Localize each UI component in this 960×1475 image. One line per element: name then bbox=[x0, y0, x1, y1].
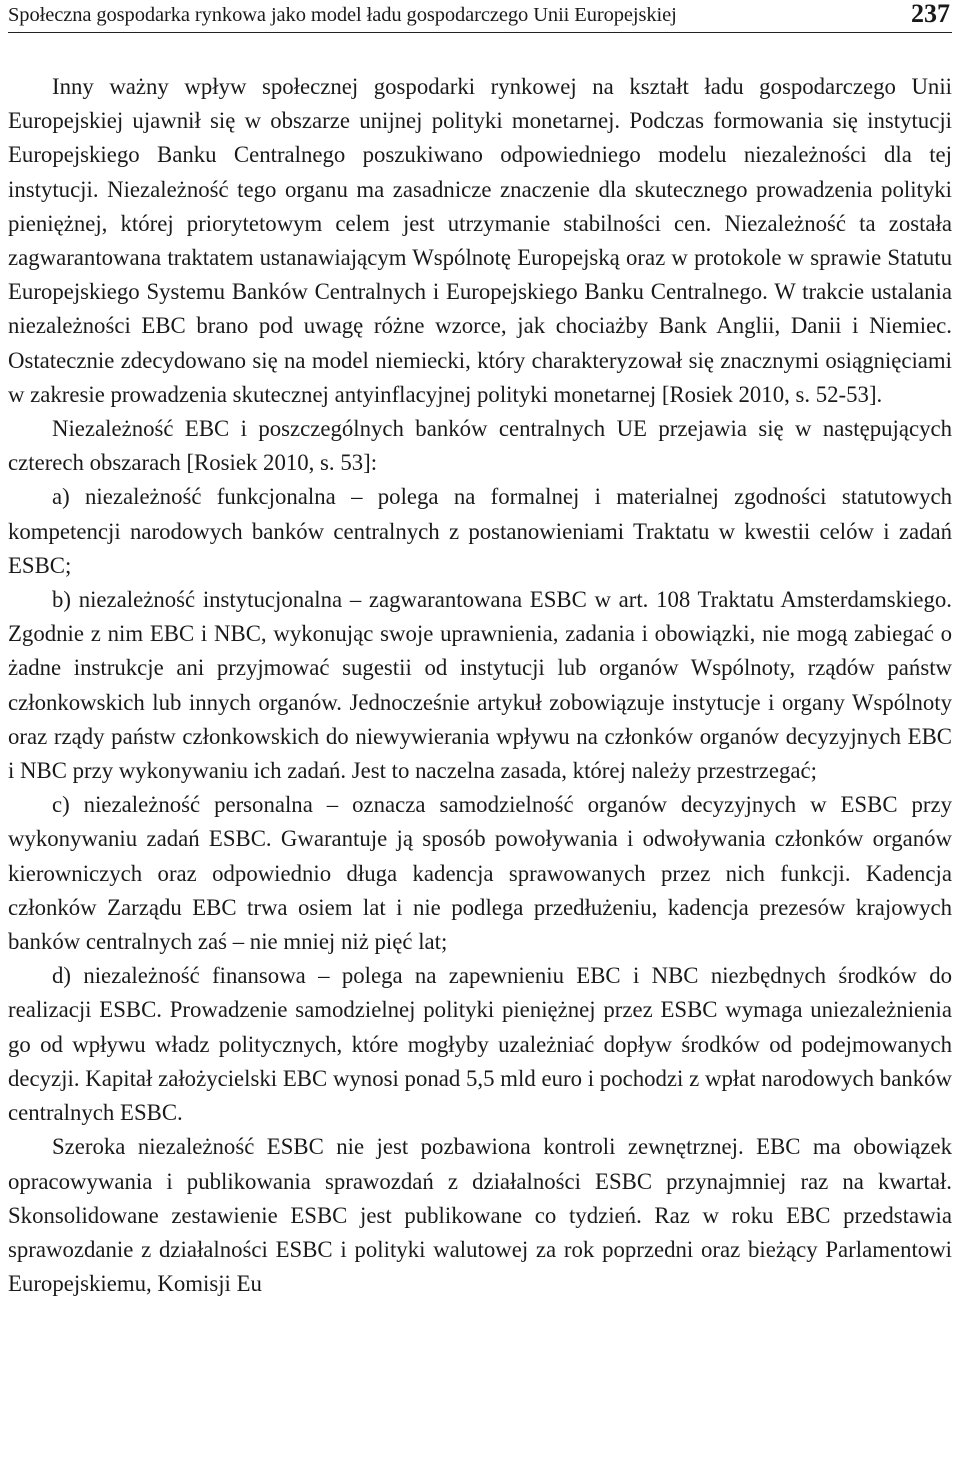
list-item-institutional: b) niezależność instytucjonalna – zagwarantowana ESBC w art. 108 Traktatu Amsterdamskiego. Zgodnie z nim EBC i NBC, wykonując swoje uprawnienia, zadania i obowiązki, nie mogą zabiegać o żadne instrukcje ani przyjmować sugestii od instytucji lub organów Wspólnoty, rządów państw członkowskich lub innych organów. Jednocześnie artykuł zobowiązuje instytucje i organy Wspólnoty oraz rządy państw członkowskich do niewywierania wpływu na członków organów decyzyjnych EBC i NBC przy wykonywaniu ich zadań. Jest to naczelna zasada, której należy przestrzegać; bbox=[8, 587, 952, 784]
list-item-functional: a) niezależność funkcjonalna – polega na formalnej i materialnej zgodności statutowych kompetencji narodowych banków centralnych z postanowieniami Traktatu w kwestii celów i zadań ESBC; bbox=[8, 484, 952, 578]
running-title: Społeczna gospodarka rynkowa jako model ładu gospodarczego Unii Europejskiej bbox=[8, 4, 677, 26]
list-item-personal: c) niezależność personalna – oznacza samodzielność organów decyzyjnych w ESBC przy wykonywaniu zadań ESBC. Gwarantuje ją sposób powoływania i odwoływania członków organów kierowniczych oraz odpowiednio długa kadencja sprawowanych przez nich funkcji. Kadencja członków Zarządu EBC trwa osiem lat i nie podlega przedłużeniu, kadencja prezesów krajowych banków centralnych zaś – nie mniej niż pięć lat; bbox=[8, 792, 952, 955]
paragraph-independence-intro: Niezależność EBC i poszczególnych banków centralnych UE przejawia się w następujących czterech obszarach [Rosiek 2010, s. 53]: bbox=[8, 416, 952, 476]
paragraph-monetary-policy: Inny ważny wpływ społecznej gospodarki rynkowej na kształt ładu gospodarczego Unii Europejskiej ujawnił się w obszarze unijnej polityki monetarnej. Podczas formowania się instytucji Europejskiego Banku Centralnego poszukiwano odpowiedniego modelu niezależności dla tej instytucji. Niezależność tego organu ma zasadnicze znaczenie dla skutecznego prowadzenia polityki pieniężnej, której priorytetowym celem jest utrzymanie stabilności cen. Niezależność ta została zagwarantowana traktatem ustanawiającym Wspólnotę Europejską oraz w protokole w sprawie Statutu Europejskiego Systemu Banków Centralnych i Europejskiego Banku Centralnego. W trakcie ustalania niezależności EBC brano pod uwagę różne wzorce, jak chociażby Bank Anglii, Danii i Niemiec. Ostatecznie zdecydowano się na model niemiecki, który charakteryzował się znacznymi osiągnięciami w zakresie prowadzenia skutecznej antyinflacyjnej polityki monetarnej [Rosiek 2010, s. 52-53]. bbox=[8, 74, 952, 407]
page-number: 237 bbox=[911, 0, 950, 28]
list-item-financial: d) niezależność finansowa – polega na zapewnieniu EBC i NBC niezbędnych środków do realizacji ESBC. Prowadzenie samodzielnej polityki pieniężnej przez ESBC wymaga uniezależnienia go od wpływu władz politycznych, które mogłyby uzależniać dopływ środków od podejmowanych decyzji. Kapitał założycielski EBC wynosi ponad 5,5 mld euro i pochodzi z wpłat narodowych banków centralnych ESBC. bbox=[8, 963, 952, 1126]
paragraph-external-control: Szeroka niezależność ESBC nie jest pozbawiona kontroli zewnętrznej. EBC ma obowiązek opracowywania i publikowania sprawozdań z działalności ESBC przynajmniej raz na kwartał. Skonsolidowane zestawienie ESBC jest publikowane co tydzień. Raz w roku EBC przedstawia sprawozdanie z działalności ESBC i polityki walutowej za rok poprzedni oraz bieżący Parlamentowi Europejskiemu, Komisji Eu bbox=[8, 1134, 952, 1297]
running-header bbox=[8, 0, 952, 33]
body-text bbox=[8, 70, 952, 1301]
